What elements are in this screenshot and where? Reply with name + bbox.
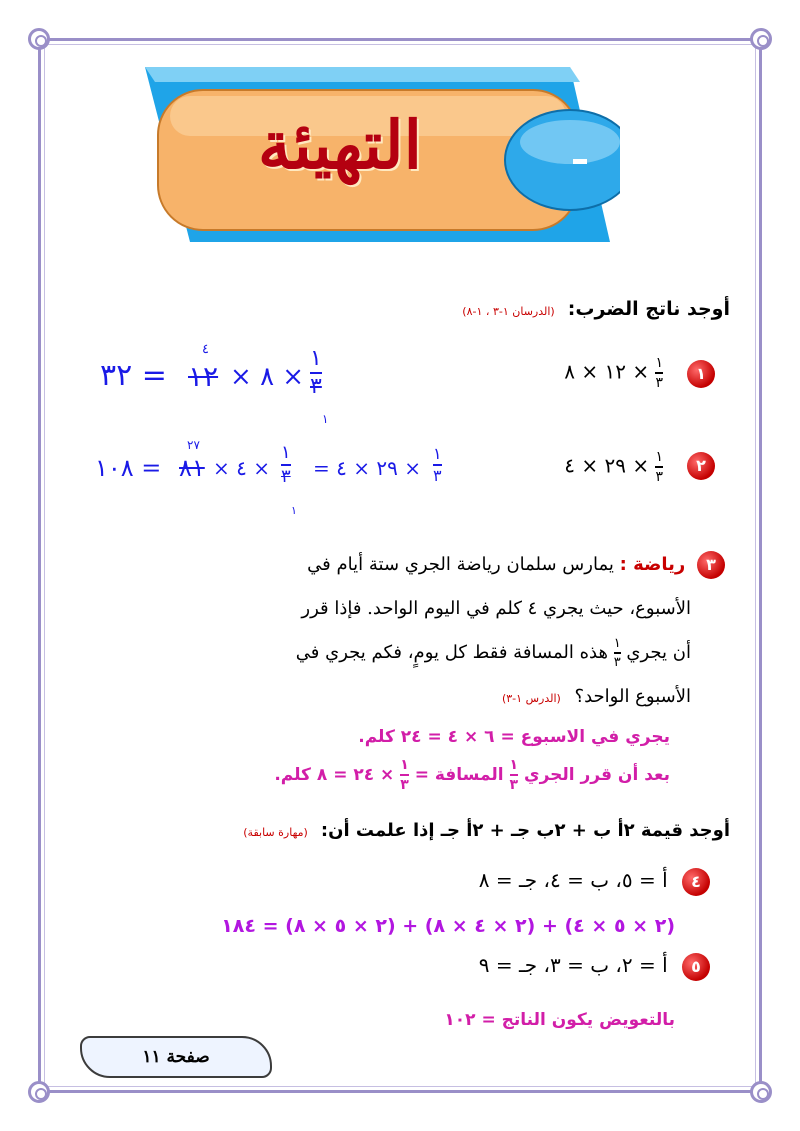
q3-text-line2: الأسبوع، حيث يجري ٤ كلم في اليوم الواحد. فإذا قرر: [301, 598, 691, 619]
q1-expr-fraction: [655, 356, 663, 390]
q3-answer-frac1-num: ١: [509, 757, 519, 773]
q3-number-badge: ٣: [697, 551, 725, 579]
q1-answer-below: ١: [322, 412, 329, 426]
q1-answer-fraction: [310, 348, 322, 398]
q2-expr-whole: ٢٩ × ٤ ×: [564, 453, 650, 478]
q1-expr-den: ٣: [655, 375, 663, 391]
q1-answer-result: ٣٢ =: [100, 358, 167, 393]
q3-answer-line1: يجري في الاسبوع = ٦ × ٤ = ٢٤ كلم.: [358, 727, 670, 747]
q3-lesson-ref: (الدرس ١-٣): [501, 692, 561, 705]
q3-answer-line2: [190, 756, 670, 794]
q1-expr-whole: ١٢ × ٨ ×: [564, 359, 650, 384]
q2-mid-num: ١: [433, 444, 442, 463]
q3-line4: [185, 675, 725, 721]
q3-answer-line2a: بعد أن قرر الجري: [523, 765, 670, 785]
q3-line1: [185, 543, 725, 587]
q4-answer: (٢ × ٥ × ٤) + (٢ × ٤ × ٨) + (٢ × ٥ × ٨) = ١٨٤: [221, 915, 675, 937]
q2-expr-num: ١: [655, 449, 663, 465]
q2-answer-middle-step: = ٢٩ × ٤ ×: [313, 456, 421, 480]
section1-lesson-ref: (الدرسان ١-٣ ، ١-٨): [462, 305, 555, 318]
q3-frac-num: ١: [613, 636, 621, 651]
q5-answer: بالتعويض يكون الناتج = ١٠٢: [444, 1010, 675, 1030]
q3-text-line4: الأسبوع الواحد؟: [574, 686, 691, 707]
q3-frac-den: ٣: [613, 655, 621, 670]
q1-answer-num: ١: [310, 346, 322, 371]
q2-answer-result: ١٠٨ =: [95, 454, 162, 482]
q3-fraction: [614, 637, 621, 669]
corner-ornament-bottom-left: [28, 1081, 50, 1103]
q2-answer-fraction: [281, 444, 291, 486]
fraction-bar: [614, 652, 621, 654]
q3-line3: [185, 631, 725, 675]
q5-given-row: [479, 953, 710, 981]
fraction-bar: [400, 774, 409, 776]
q3-block: [185, 543, 725, 721]
q3-text-line1: يمارس سلمان رياضة الجري ستة أيام في: [307, 554, 614, 575]
q4-number-badge: ٤: [682, 868, 710, 896]
q2-number-badge: ٢: [687, 452, 715, 480]
corner-ornament-top-right: [750, 28, 772, 50]
q5-number-badge: ٥: [682, 953, 710, 981]
q3-answer: [190, 718, 670, 794]
q3-answer-frac1-den: ٣: [509, 777, 519, 793]
q3-answer-frac2: [400, 758, 409, 792]
q1-answer-den: ٣: [310, 374, 322, 399]
fraction-bar: [655, 372, 663, 374]
section1-heading: أوجد ناتج الضرب:: [567, 298, 730, 320]
q1-answer: [100, 340, 520, 430]
q1-number-badge: ١: [687, 360, 715, 388]
q2-answer-den: ٣: [281, 466, 291, 487]
q2-answer-num: ١: [281, 442, 291, 463]
q3-text-line3b: هذه المسافة فقط كل يومٍ، فكم يجري في: [295, 642, 608, 663]
page-title: التهيئة: [257, 106, 422, 184]
q1-expression: [564, 356, 663, 390]
q3-answer-line2b: المسافة =: [414, 765, 504, 785]
q3-text-line3a: أن يجري: [626, 642, 691, 663]
q2-answer-cross-top: ٢٧: [187, 438, 200, 452]
q2-answer: [95, 438, 555, 518]
fraction-bar: [655, 466, 663, 468]
fraction-bar: [510, 774, 519, 776]
section2-ref: (مهارة سابقة): [243, 826, 308, 839]
q1-expr-num: ١: [655, 355, 663, 371]
page-number-label: صفحة ١١: [142, 1047, 210, 1067]
q1-answer-mid: × ٨ ×: [230, 362, 305, 392]
section1-heading-row: [462, 298, 730, 320]
q3-answer-frac2-den: ٣: [400, 777, 409, 793]
q4-given: أ = ٥، ب = ٤، جـ = ٨: [478, 868, 668, 892]
q2-answer-below: ١: [291, 504, 297, 517]
q3-answer-result: ٨ كلم.: [274, 765, 328, 785]
section2-heading: أوجد قيمة ٢أ ب + ٢ب جـ + ٢أ جـ إذا علمت أن:: [320, 820, 730, 841]
q2-answer-mid: × ٤ ×: [213, 456, 270, 480]
q3-answer-frac2-num: ١: [400, 757, 409, 773]
q2-mid-den: ٣: [433, 466, 442, 485]
corner-ornament-bottom-right: [750, 1081, 772, 1103]
corner-ornament-top-left: [28, 28, 50, 50]
q2-expr-fraction: [655, 450, 663, 484]
q2-expression: [564, 450, 663, 484]
q2-mid-fraction: [433, 446, 442, 484]
q2-answer-crossed-number: ٨١: [179, 454, 205, 482]
q1-answer-cross-top: ٤: [202, 342, 209, 357]
q3-answer-line2c: × ٢٤ =: [333, 765, 395, 785]
q2-expr-den: ٣: [655, 469, 663, 485]
q1-answer-crossed-number: ١٢: [188, 360, 219, 393]
q5-given: أ = ٢، ب = ٣، جـ = ٩: [478, 953, 668, 977]
section2-heading-row: [243, 820, 730, 841]
page-number-tab: [80, 1036, 272, 1078]
q4-given-row: [479, 868, 710, 896]
q3-answer-frac1: [510, 758, 519, 792]
q3-label: رياضة :: [619, 554, 686, 575]
